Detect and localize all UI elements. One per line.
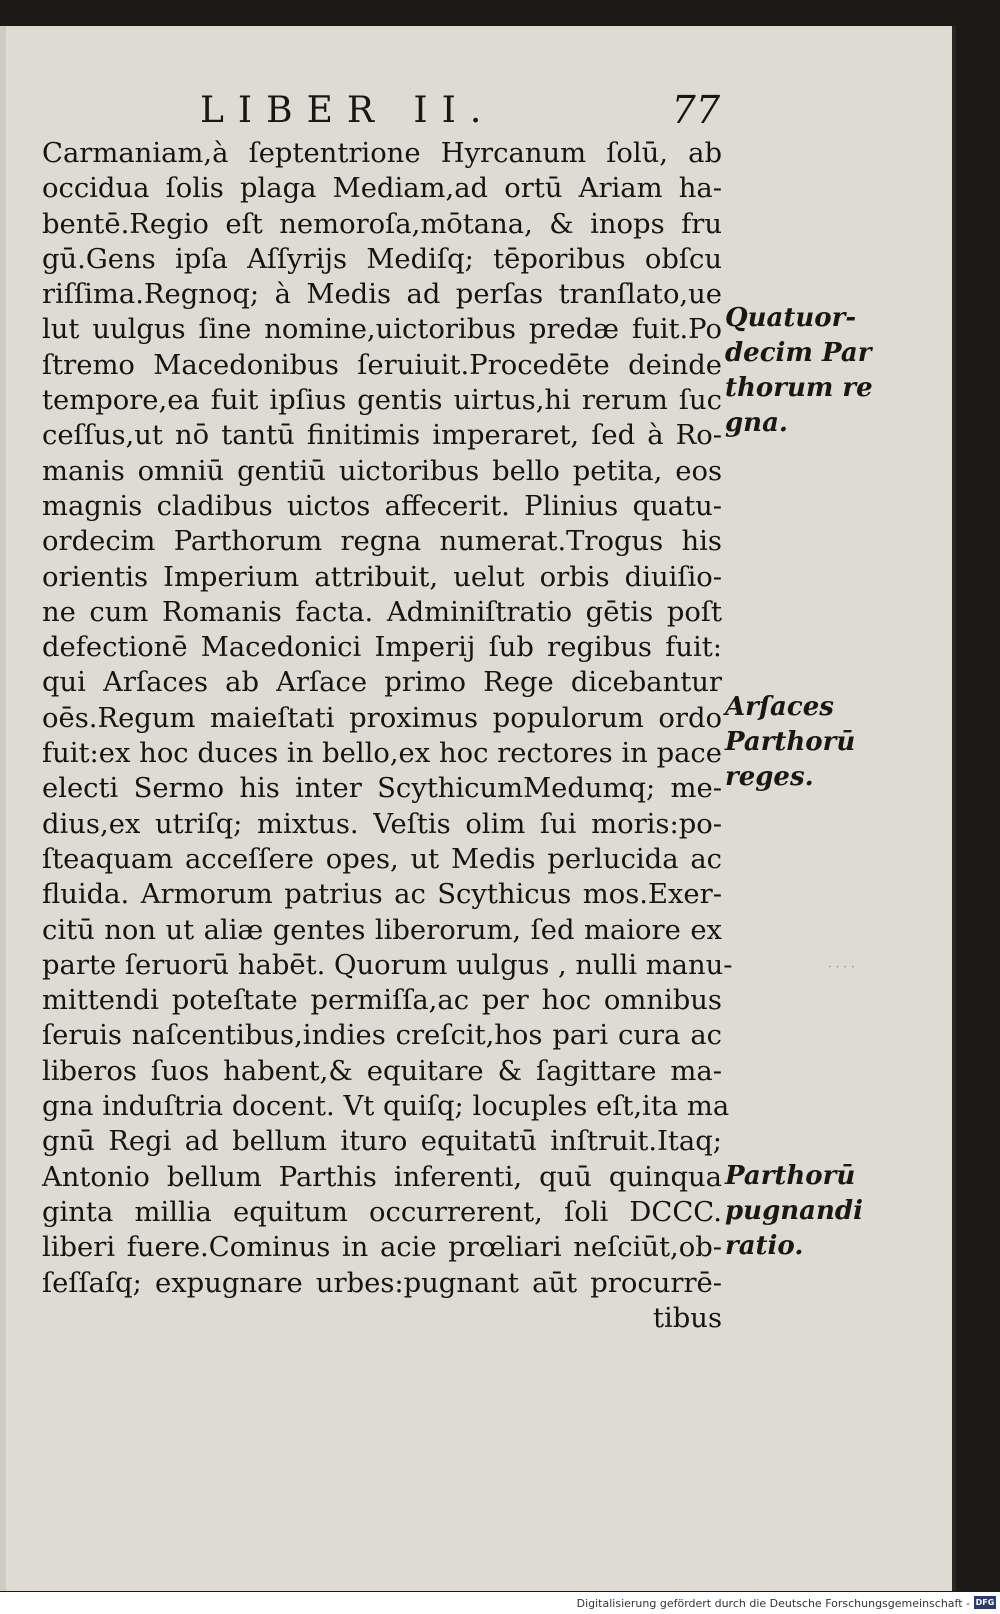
body-text (42, 136, 733, 1336)
text-line: gnū Regi ad bellum ituro equitatū inſtruit.Itaq; (42, 1126, 722, 1158)
text-line: Antonio bellum Parthis inferenti, quū quinqua (42, 1161, 722, 1193)
text-line: lut uulgus ſine nomine,uictoribus predæ fuit.Po (42, 314, 722, 346)
margin-note-line: reges. (725, 762, 814, 792)
text-line: ginta millia equitum occurrerent, ſoli DCCC. (42, 1196, 722, 1228)
text-line: parte ſeruorū habēt. Quorum uulgus , nulli manu- (42, 949, 733, 981)
text-line: tibus (653, 1302, 722, 1334)
text-line: qui Arſaces ab Arſace primo Rege dicebantur (42, 667, 722, 699)
text-line: manis omniū gentiū uictoribus bello petita, eos (42, 455, 722, 487)
text-line: ſeruis naſcentibus,indies creſcit,hos pari cura ac (42, 1020, 722, 1052)
margin-note-line: pugnandi (725, 1196, 863, 1226)
text-line: gna induſtria docent. Vt quiſq; locuples eſt,ita ma (42, 1091, 730, 1123)
text-line: Carmaniam,à ſeptentrione Hyrcanum ſolū, ab (42, 138, 722, 169)
text-line: mittendi poteſtate permiſſa,ac per hoc omnibus (42, 985, 722, 1017)
margin-note-arsaces (725, 690, 880, 795)
dfg-logo: DFG (975, 1598, 995, 1607)
margin-note-line: gna. (725, 408, 788, 438)
margin-note-pugnandi (725, 1159, 880, 1264)
margin-note-line: decim Par (725, 338, 872, 368)
text-line: bentē.Regio eſt nemoroſa,mōtana, & inops fru (42, 208, 722, 240)
margin-note-quatuordecim (725, 301, 880, 441)
book-page (0, 26, 956, 1591)
text-line: riſſima.Regnoq; à Medis ad perſas tranſlato,ue (42, 279, 722, 311)
text-line: orientis Imperium attribuit, uelut orbis diuiſio- (42, 561, 722, 593)
text-line: citū non ut aliæ gentes liberorum, ſed maiore ex (42, 914, 722, 946)
text-line: ordecim Parthorum regna numerat.Trogus his (42, 526, 722, 558)
text-line: ne cum Romanis facta. Adminiſtratio gētis poſt (42, 596, 722, 628)
margin-note-line: ratio. (725, 1231, 804, 1261)
text-line: fluida. Armorum patrius ac Scythicus mos.Exer- (42, 879, 722, 911)
page-edge (0, 26, 6, 1591)
running-head: LIBER II. (200, 90, 496, 131)
text-line: tempore,ea fuit ipſius gentis uirtus,hi rerum ſuc (42, 385, 722, 417)
text-line: gū.Gens ipſa Aſſyrijs Mediſq; tēporibus obſcu (42, 243, 722, 275)
paper-smudge: · · · · (828, 960, 855, 974)
text-line: oēs.Regum maieſtati proximus populorum ordo (42, 702, 722, 734)
footer-credit: Digitalisierung gefördert durch die Deutsche Forschungsgemeinschaft - (576, 1597, 970, 1610)
text-line: ſtremo Macedonibus ſeruiuit.Procedēte deinde (42, 349, 722, 381)
text-line: occidua ſolis plaga Mediam,ad ortū Ariam ha- (42, 173, 722, 205)
digitization-footer (0, 1592, 1000, 1614)
text-line: liberos ſuos habent,& equitare & ſagittare ma- (42, 1055, 722, 1087)
page-header (200, 90, 720, 136)
text-line: dius,ex utriſq; mixtus. Veſtis olim ſui moris:po- (42, 808, 722, 840)
margin-note-line: thorum re (725, 373, 873, 403)
text-line: liberi fuere.Cominus in acie prœliari neſciūt,ob- (42, 1232, 722, 1264)
folio-number: 77 (671, 88, 720, 132)
margin-note-line: Quatuor- (725, 303, 857, 333)
text-line: electi Sermo his inter ScythicumMedumq; me- (42, 773, 722, 805)
text-line: fuit:ex hoc duces in bello,ex hoc rectores in pace (42, 738, 722, 770)
text-line: ceſſus,ut nō tantū finitimis imperaret, ſed à Ro- (42, 420, 722, 452)
margin-note-line: Arſaces (725, 692, 834, 722)
text-line: defectionē Macedonici Imperij ſub regibus fuit: (42, 632, 722, 664)
text-line: ſeſſaſq; expugnare urbes:pugnant aūt procurrē- (42, 1267, 722, 1299)
text-line: magnis cladibus uictos affecerit. Plinius quatu- (42, 490, 722, 522)
margin-note-line: Parthorū (725, 1161, 856, 1191)
text-line: ſteaquam acceſſere opes, ut Medis perlucida ac (42, 843, 722, 875)
margin-note-line: Parthorū (725, 727, 856, 757)
